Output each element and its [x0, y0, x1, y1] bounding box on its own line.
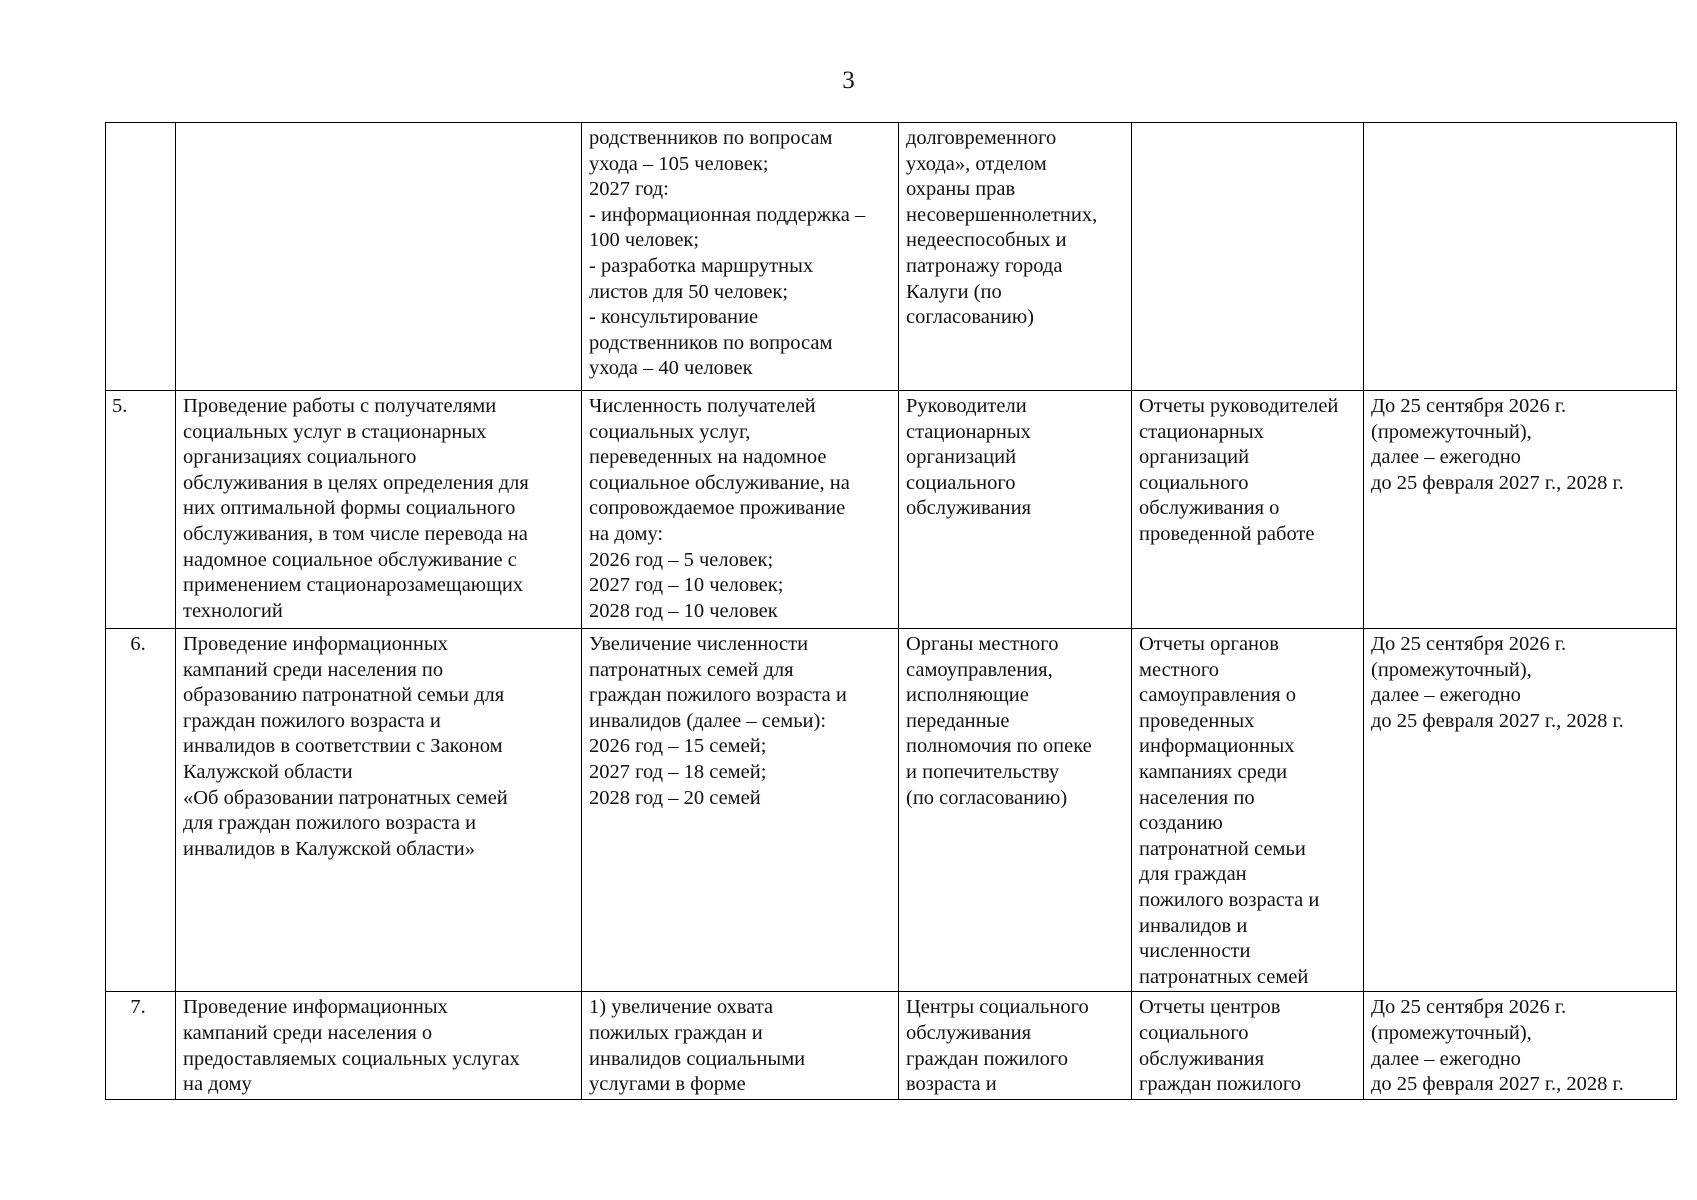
indicator-line: ухода – 105 человек;: [589, 152, 769, 175]
event-line: кампаний среди населения о: [183, 1021, 433, 1044]
indicator-cell: [582, 391, 899, 629]
responsible-line: Центры социального: [906, 996, 1089, 1019]
report-line: информационных: [1139, 735, 1295, 758]
responsible-line: несовершеннолетних,: [906, 203, 1098, 226]
indicator-line: инвалидов (далее – семьи):: [589, 709, 827, 732]
indicator-line: 100 человек;: [589, 229, 700, 252]
table-row: [106, 992, 1677, 1099]
indicator-line: услугами в форме: [589, 1073, 746, 1096]
indicator-cell: [582, 992, 899, 1099]
responsible-cell: [899, 992, 1132, 1099]
indicator-line: 2027 год – 18 семей;: [589, 760, 767, 783]
event-line: Проведение информационных: [183, 996, 448, 1019]
deadline-line: далее – ежегодно: [1371, 1047, 1521, 1070]
event-cell: [176, 629, 582, 992]
row-number: 7.: [106, 992, 176, 1099]
report-line: обслуживания о: [1139, 497, 1280, 520]
report-line: стационарных: [1139, 420, 1264, 443]
indicator-line: 2028 год – 20 семей: [589, 786, 761, 809]
responsible-line: (по согласованию): [906, 786, 1068, 809]
event-line: граждан пожилого возраста и: [183, 709, 441, 732]
indicator-line: переведенных на надомное: [589, 446, 827, 469]
report-cell: [1132, 629, 1364, 992]
responsible-line: исполняющие: [906, 684, 1029, 707]
indicator-line: граждан пожилого возраста и: [589, 684, 847, 707]
event-line: инвалидов в Калужской области»: [183, 837, 475, 860]
deadline-line: До 25 сентября 2026 г.: [1371, 996, 1567, 1019]
responsible-line: полномочия по опеке: [906, 735, 1092, 758]
event-line: инвалидов в соответствии с Законом: [183, 735, 503, 758]
report-line: социального: [1139, 1021, 1249, 1044]
responsible-line: ухода», отделом: [906, 152, 1047, 175]
row-number: 6.: [106, 629, 176, 992]
indicator-line: социальных услуг,: [589, 420, 751, 443]
deadline-line: (промежуточный),: [1371, 1021, 1532, 1044]
indicator-cell: [582, 629, 899, 992]
report-line: населения по: [1139, 786, 1255, 809]
event-line: «Об образовании патронатных семей: [183, 786, 508, 809]
report-line: проведенных: [1139, 709, 1255, 732]
deadline-line: до 25 февраля 2027 г., 2028 г.: [1371, 1073, 1624, 1096]
report-line: местного: [1139, 658, 1220, 681]
deadline-line: (промежуточный),: [1371, 658, 1532, 681]
deadline-line: До 25 сентября 2026 г.: [1371, 633, 1567, 655]
report-line: для граждан: [1139, 863, 1247, 886]
report-cell: [1132, 992, 1364, 1099]
report-line: пожилого возраста и: [1139, 888, 1320, 911]
report-line: организаций: [1139, 446, 1250, 469]
indicator-line: 2027 год:: [589, 178, 669, 201]
deadline-line: далее – ежегодно: [1371, 446, 1521, 469]
indicator-line: на дому:: [589, 522, 664, 545]
indicator-line: родственников по вопросам: [589, 127, 833, 149]
event-line: организациях социального: [183, 446, 417, 469]
event-cell: [176, 992, 582, 1099]
event-line: технологий: [183, 599, 283, 622]
event-line: обслуживания, в том числе перевода на: [183, 522, 528, 545]
responsible-line: и попечительству: [906, 760, 1060, 783]
event-cell: [176, 391, 582, 629]
indicator-line: 2026 год – 5 человек;: [589, 548, 774, 571]
event-line: Проведение работы с получателями: [183, 395, 497, 417]
row-number: [106, 123, 176, 391]
responsible-line: Руководители: [906, 395, 1027, 417]
responsible-line: возраста и: [906, 1073, 997, 1096]
indicator-line: Увеличение численности: [589, 633, 809, 655]
report-line: социального: [1139, 471, 1249, 494]
event-line: них оптимальной формы социального: [183, 497, 516, 520]
report-line: кампаниях среди: [1139, 760, 1288, 783]
report-line: проведенной работе: [1139, 522, 1315, 545]
report-line: численности: [1139, 940, 1251, 963]
responsible-cell: [899, 629, 1132, 992]
indicator-line: 2028 год – 10 человек: [589, 599, 778, 622]
deadline-cell: [1364, 992, 1677, 1099]
event-line: на дому: [183, 1073, 252, 1096]
indicator-line: патронатных семей для: [589, 658, 794, 681]
indicator-line: Численность получателей: [589, 395, 816, 417]
responsible-line: согласованию): [906, 306, 1034, 329]
row-number: 5.: [106, 391, 176, 629]
responsible-line: охраны прав: [906, 178, 1016, 201]
responsible-line: стационарных: [906, 420, 1031, 443]
indicator-line: социальное обслуживание, на: [589, 471, 850, 494]
report-line: граждан пожилого: [1139, 1073, 1302, 1096]
event-line: кампаний среди населения по: [183, 658, 444, 681]
report-line: созданию: [1139, 812, 1223, 835]
deadline-cell: [1364, 123, 1677, 391]
report-line: самоуправления о: [1139, 684, 1296, 707]
indicator-line: ухода – 40 человек: [589, 357, 753, 380]
indicator-line: - разработка маршрутных: [589, 254, 814, 277]
report-line: обслуживания: [1139, 1047, 1265, 1070]
event-line: предоставляемых социальных услугах: [183, 1047, 520, 1070]
responsible-line: переданные: [906, 709, 1010, 732]
responsible-line: самоуправления,: [906, 658, 1053, 681]
indicator-line: - консультирование: [589, 306, 759, 329]
indicator-line: инвалидов социальными: [589, 1047, 806, 1070]
page-number: 3: [842, 67, 855, 94]
indicator-line: 2027 год – 10 человек;: [589, 574, 784, 597]
report-line: Отчеты руководителей: [1139, 395, 1339, 417]
responsible-line: патронажу города: [906, 254, 1063, 277]
event-line: Калужской области: [183, 760, 353, 783]
report-line: Отчеты органов: [1139, 633, 1279, 655]
responsible-line: недееспособных и: [906, 229, 1067, 252]
deadline-line: (промежуточный),: [1371, 420, 1532, 443]
table-row: [106, 629, 1677, 992]
deadline-line: далее – ежегодно: [1371, 684, 1521, 707]
deadline-cell: [1364, 629, 1677, 992]
deadline-line: до 25 февраля 2027 г., 2028 г.: [1371, 709, 1624, 732]
responsible-line: граждан пожилого: [906, 1047, 1069, 1070]
responsible-line: обслуживания: [906, 1021, 1032, 1044]
responsible-line: организаций: [906, 446, 1017, 469]
responsible-line: долговременного: [906, 127, 1057, 149]
report-line: инвалидов и: [1139, 914, 1248, 937]
event-line: для граждан пожилого возраста и: [183, 812, 477, 835]
table-row: [106, 391, 1677, 629]
event-line: Проведение информационных: [183, 633, 448, 655]
event-line: надомное социальное обслуживание с: [183, 548, 517, 571]
indicator-line: родственников по вопросам: [589, 331, 833, 354]
table-row: [106, 123, 1677, 391]
responsible-line: обслуживания: [906, 497, 1032, 520]
event-line: применением стационарозамещающих: [183, 574, 524, 597]
indicator-line: 2026 год – 15 семей;: [589, 735, 767, 758]
responsible-cell: [899, 391, 1132, 629]
responsible-cell: [899, 123, 1132, 391]
deadline-line: До 25 сентября 2026 г.: [1371, 395, 1567, 417]
deadline-cell: [1364, 391, 1677, 629]
event-cell: [176, 123, 582, 391]
report-line: Отчеты центров: [1139, 996, 1281, 1019]
indicator-line: сопровождаемое проживание: [589, 497, 846, 520]
indicator-cell: [582, 123, 899, 391]
indicator-line: 1) увеличение охвата: [589, 996, 774, 1019]
indicator-line: - информационная поддержка –: [589, 203, 866, 226]
action-plan-table: [105, 122, 1677, 1100]
indicator-line: листов для 50 человек;: [589, 280, 789, 303]
responsible-line: социального: [906, 471, 1016, 494]
report-line: патронатной семьи: [1139, 837, 1306, 860]
event-line: образованию патронатной семьи для: [183, 684, 505, 707]
responsible-line: Калуги (по: [906, 280, 1002, 303]
indicator-line: пожилых граждан и: [589, 1021, 763, 1044]
event-line: обслуживания в целях определения для: [183, 471, 529, 494]
event-line: социальных услуг в стационарных: [183, 420, 487, 443]
deadline-line: до 25 февраля 2027 г., 2028 г.: [1371, 471, 1624, 494]
report-line: патронатных семей: [1139, 965, 1309, 988]
report-cell: [1132, 391, 1364, 629]
report-cell: [1132, 123, 1364, 391]
responsible-line: Органы местного: [906, 633, 1059, 655]
